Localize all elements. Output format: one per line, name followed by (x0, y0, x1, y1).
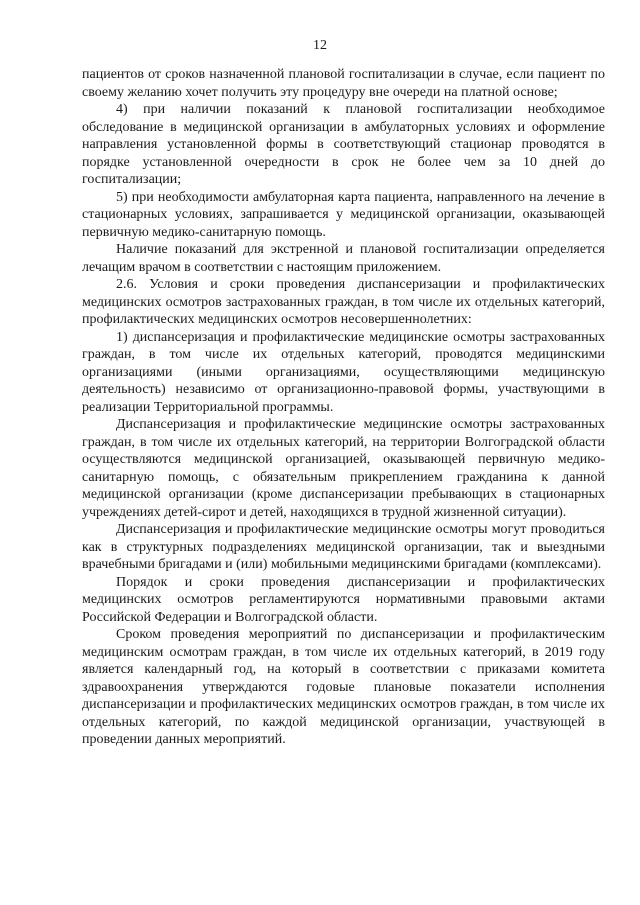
paragraph-hospitalization-indications: Наличие показаний для экстренной и плановой госпитализации определяется лечащим врачом в соответствии с настоящим приложением. (82, 242, 605, 275)
paragraph-terms-2019: Сроком проведения мероприятий по диспансеризации и профилактическим медицинским осмотрам граждан, в том числе их отдельных категорий, в 2019 году является календарный год, на который в соответствии с приказами комитета здравоохранения утверждаются годовые плановые показатели исполнения диспансеризации и профилактических медицинских осмотров граждан, в том числе их отдельных категорий, по каждой медицинской организации, участвующей в проведении данных мероприятий. (82, 627, 605, 747)
paragraph-section-2-6: 2.6. Условия и сроки проведения диспансеризации и профилактических медицинских осмотров застрахованных граждан, в том числе их отдельных категорий, профилактических медицинских осмотров несовершеннолетних: (82, 277, 605, 327)
paragraph-item-5: 5) при необходимости амбулаторная карта пациента, направленного на лечение в стационарных условиях, запрашивается у медицинской организации, оказывающей первичную медико-санитарную помощь. (82, 189, 605, 240)
paragraph-dispensary-brigades: Диспансеризация и профилактические медицинские осмотры могут проводиться как в структурных подразделениях медицинской организации, так и выездными врачебными бригадами и (или) мобильными медицинскими бригадами (комплексами). (82, 522, 605, 572)
paragraph-item-1: 1) диспансеризация и профилактические медицинские осмотры застрахованных граждан, в том числе их отдельных категорий, проводятся медицинскими организациями (иными организациями, осуществляющими медицинскую деятельность) независимо от организационно-правовой формы, участвующими в реализации Территориальной программы. (82, 329, 605, 415)
paragraph-dispensary-territory: Диспансеризация и профилактические медицинские осмотры застрахованных граждан, в том числе их отдельных категорий, на территории Волгоградской области осуществляются медицинской организацией, оказывающей первичную медико-санитарную помощь, с обязательным прикреплением гражданина к данной медицинской организации (кроме диспансеризации пребывающих в стационарных учреждениях детей-сирот и детей, находящихся в трудной жизненной ситуации). (82, 417, 605, 520)
document-body (82, 66, 605, 749)
page-number: 12 (313, 38, 327, 53)
paragraph-item-4: 4) при наличии показаний к плановой госпитализации необходимое обследование в медицинской организации в амбулаторных условиях и оформление направления установленной формы в соответствующий стационар проводятся в порядке установленной очередности в срок не более чем за 10 дней до госпитализации; (82, 102, 605, 187)
paragraph-order-and-terms: Порядок и сроки проведения диспансеризации и профилактических медицинских осмотров регламентируются нормативными правовыми актами Российской Федерации и Волгоградской области. (82, 574, 605, 625)
paragraph-continuation: пациентов от сроков назначенной плановой госпитализации в случае, если пациент по своему желанию хочет получить эту процедуру вне очереди на платной основе; (82, 67, 605, 100)
